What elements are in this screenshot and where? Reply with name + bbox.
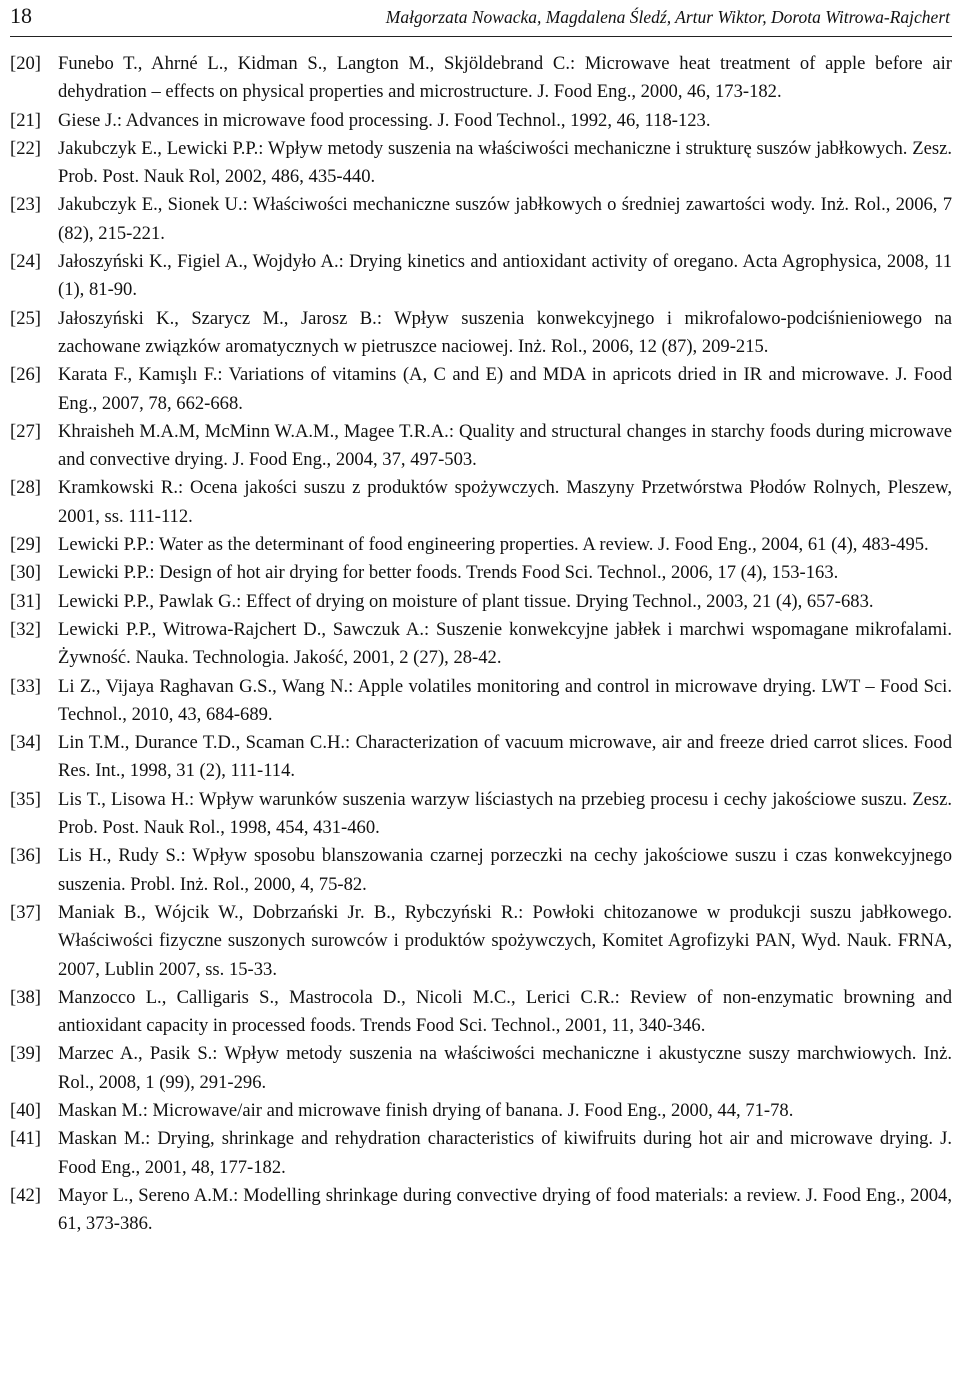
reference-text: Kramkowski R.: Ocena jakości suszu z produktów spożywczych. Maszyny Przetwórstwa Płodów Rolnych, Pleszew, 2001, ss. 111-112.	[58, 477, 952, 527]
reference-text: Lis T., Lisowa H.: Wpływ warunków suszenia warzyw liściastych na przebieg procesu i cechy jakościowe suszu. Zesz. Prob. Post. Nauk Rol., 1998, 454, 431-460.	[58, 788, 952, 839]
reference-item-33	[10, 673, 952, 730]
reference-text: Lewicki P.P.: Design of hot air drying for better foods. Trends Food Sci. Technol., 2006, 17 (4), 153-163.	[58, 562, 839, 584]
reference-text: Jałoszyński K., Szarycz M., Jarosz B.: Wpływ suszenia konwekcyjnego i mikrofalowo-podciśnieniowego na zachowane związków aromatycznych w pietruszce naciowej. Inż. Rol., 2006, 12 (87), 209-215.	[58, 307, 952, 357]
reference-item-36	[10, 842, 952, 899]
reference-text: Manzocco L., Calligaris S., Mastrocola D., Nicoli M.C., Lerici C.R.: Review of non-enzymatic browning and antioxidant capacity in processed foods. Trends Food Sci. Technol., 2001, 11, 340-346.	[58, 986, 952, 1037]
reference-item-28	[10, 474, 952, 531]
reference-number: [33]	[10, 675, 41, 697]
reference-item-21	[10, 107, 952, 135]
reference-text: Li Z., Vijaya Raghavan G.S., Wang N.: Apple volatiles monitoring and control in microwave drying. LWT – Food Sci. Technol., 2010, 43, 684-689.	[58, 675, 952, 725]
running-head-authors: Małgorzata Nowacka, Magdalena Śledź, Artur Wiktor, Dorota Witrowa-Rajchert	[385, 7, 950, 27]
reference-text: Maskan M.: Drying, shrinkage and rehydration characteristics of kiwifruits during hot air and microwave drying. J. Food Eng., 2001, 48, 177-182.	[58, 1128, 952, 1178]
reference-number: [26]	[10, 364, 41, 386]
page-header	[10, 2, 950, 30]
reference-item-24	[10, 248, 952, 305]
reference-number: [20]	[10, 53, 41, 74]
reference-text: Maniak B., Wójcik W., Dobrzański Jr. B., Rybczyński R.: Powłoki chitozanowe w produkcji suszu jabłkowego. Właściwości fizyczne suszonych surowców i produktów spożywczych, Komitet Agrofizyki PAN, Wyd. Nauk. FRNA, 2007, Lublin 2007, ss. 15-33.	[58, 901, 952, 980]
page-number: 18	[10, 3, 32, 28]
reference-text: Lewicki P.P., Pawlak G.: Effect of drying on moisture of plant tissue. Drying Technol., 2003, 21 (4), 657-683.	[58, 590, 874, 612]
reference-number: [41]	[10, 1128, 41, 1150]
reference-text: Maskan M.: Microwave/air and microwave finish drying of banana. J. Food Eng., 2000, 44, 71-78.	[58, 1099, 794, 1121]
reference-item-38	[10, 984, 952, 1041]
reference-text: Lis H., Rudy S.: Wpływ sposobu blanszowania czarnej porzeczki na cechy jakościowe suszu i czas konwekcyjnego suszenia. Probl. Inż. Rol., 2000, 4, 75-82.	[58, 845, 952, 895]
reference-text: Karata F., Kamışlı F.: Variations of vitamins (A, C and E) and MDA in apricots dried in IR and microwave. J. Food Eng., 2007, 78, 662-668.	[58, 364, 952, 414]
reference-number: [32]	[10, 618, 41, 640]
reference-list	[10, 50, 952, 1238]
reference-number: [36]	[10, 845, 41, 867]
reference-number: [39]	[10, 1043, 41, 1065]
reference-text: Marzec A., Pasik S.: Wpływ metody suszenia na właściwości mechaniczne i akustyczne suszy marchwiowych. Inż. Rol., 2008, 1 (99), 291-296.	[58, 1043, 952, 1093]
reference-number: [37]	[10, 901, 41, 923]
reference-item-31	[10, 588, 952, 616]
reference-number: [40]	[10, 1099, 41, 1121]
reference-number: [34]	[10, 732, 41, 754]
reference-item-20	[10, 50, 952, 107]
reference-number: [30]	[10, 562, 41, 584]
reference-item-26	[10, 361, 952, 418]
reference-item-40	[10, 1097, 952, 1125]
reference-number: [42]	[10, 1184, 41, 1206]
reference-number: [31]	[10, 590, 41, 612]
reference-text: Lewicki P.P.: Water as the determinant of food engineering properties. A review. J. Food Eng., 2004, 61 (4), 483-495.	[58, 534, 929, 556]
reference-number: [28]	[10, 477, 41, 499]
reference-item-27	[10, 418, 952, 475]
reference-number: [29]	[10, 534, 41, 556]
reference-item-37	[10, 899, 952, 984]
reference-item-39	[10, 1040, 952, 1097]
reference-number: [35]	[10, 788, 41, 810]
reference-item-29	[10, 531, 952, 559]
header-rule	[10, 36, 952, 37]
reference-item-25	[10, 305, 952, 362]
reference-item-41	[10, 1125, 952, 1182]
reference-number: [38]	[10, 986, 41, 1008]
reference-text: Jakubczyk E., Lewicki P.P.: Wpływ metody suszenia na właściwości mechaniczne i strukturę suszów jabłkowych. Zesz. Prob. Post. Nauk Rol, 2002, 486, 435-440.	[58, 137, 952, 188]
reference-text: Mayor L., Sereno A.M.: Modelling shrinkage during convective drying of food materials: a review. J. Food Eng., 2004, 61, 373-386.	[58, 1184, 952, 1235]
reference-number: [25]	[10, 307, 41, 329]
reference-item-32	[10, 616, 952, 673]
reference-item-23	[10, 191, 952, 248]
reference-text: Jałoszyński K., Figiel A., Wojdyło A.: Drying kinetics and antioxidant activity of oregano. Acta Agrophysica, 2008, 11 (1), 81-90.	[58, 251, 952, 301]
reference-item-34	[10, 729, 952, 786]
reference-item-30	[10, 559, 952, 587]
reference-text: Jakubczyk E., Sionek U.: Właściwości mechaniczne suszów jabłkowych o średniej zawartości wody. Inż. Rol., 2006, 7 (82), 215-221.	[58, 194, 952, 244]
reference-item-42	[10, 1182, 952, 1239]
reference-text: Giese J.: Advances in microwave food processing. J. Food Technol., 1992, 46, 118-123.	[58, 109, 711, 131]
reference-text: Lewicki P.P., Witrowa-Rajchert D., Sawczuk A.: Suszenie konwekcyjne jabłek i marchwi wspomagane mikrofalami. Żywność. Nauka. Technologia. Jakość, 2001, 2 (27), 28-42.	[58, 618, 952, 669]
reference-text: Khraisheh M.A.M, McMinn W.A.M., Magee T.R.A.: Quality and structural changes in starchy foods during microwave and convective drying. J. Food Eng., 2004, 37, 497-503.	[58, 420, 952, 471]
reference-number: [24]	[10, 251, 41, 273]
reference-item-22	[10, 135, 952, 192]
reference-number: [23]	[10, 194, 41, 216]
reference-number: [22]	[10, 137, 41, 159]
reference-text: Lin T.M., Durance T.D., Scaman C.H.: Characterization of vacuum microwave, air and freeze dried carrot slices. Food Res. Int., 1998, 31 (2), 111-114.	[58, 732, 952, 782]
reference-number: [27]	[10, 420, 41, 442]
reference-number: [21]	[10, 109, 41, 131]
reference-text: Funebo T., Ahrné L., Kidman S., Langton M., Skjöldebrand C.: Microwave heat treatment of apple before air dehydration – effects on physical properties and microstructure. J. Food Eng., 2000, 46, 173-182.	[58, 53, 952, 103]
reference-item-35	[10, 786, 952, 843]
